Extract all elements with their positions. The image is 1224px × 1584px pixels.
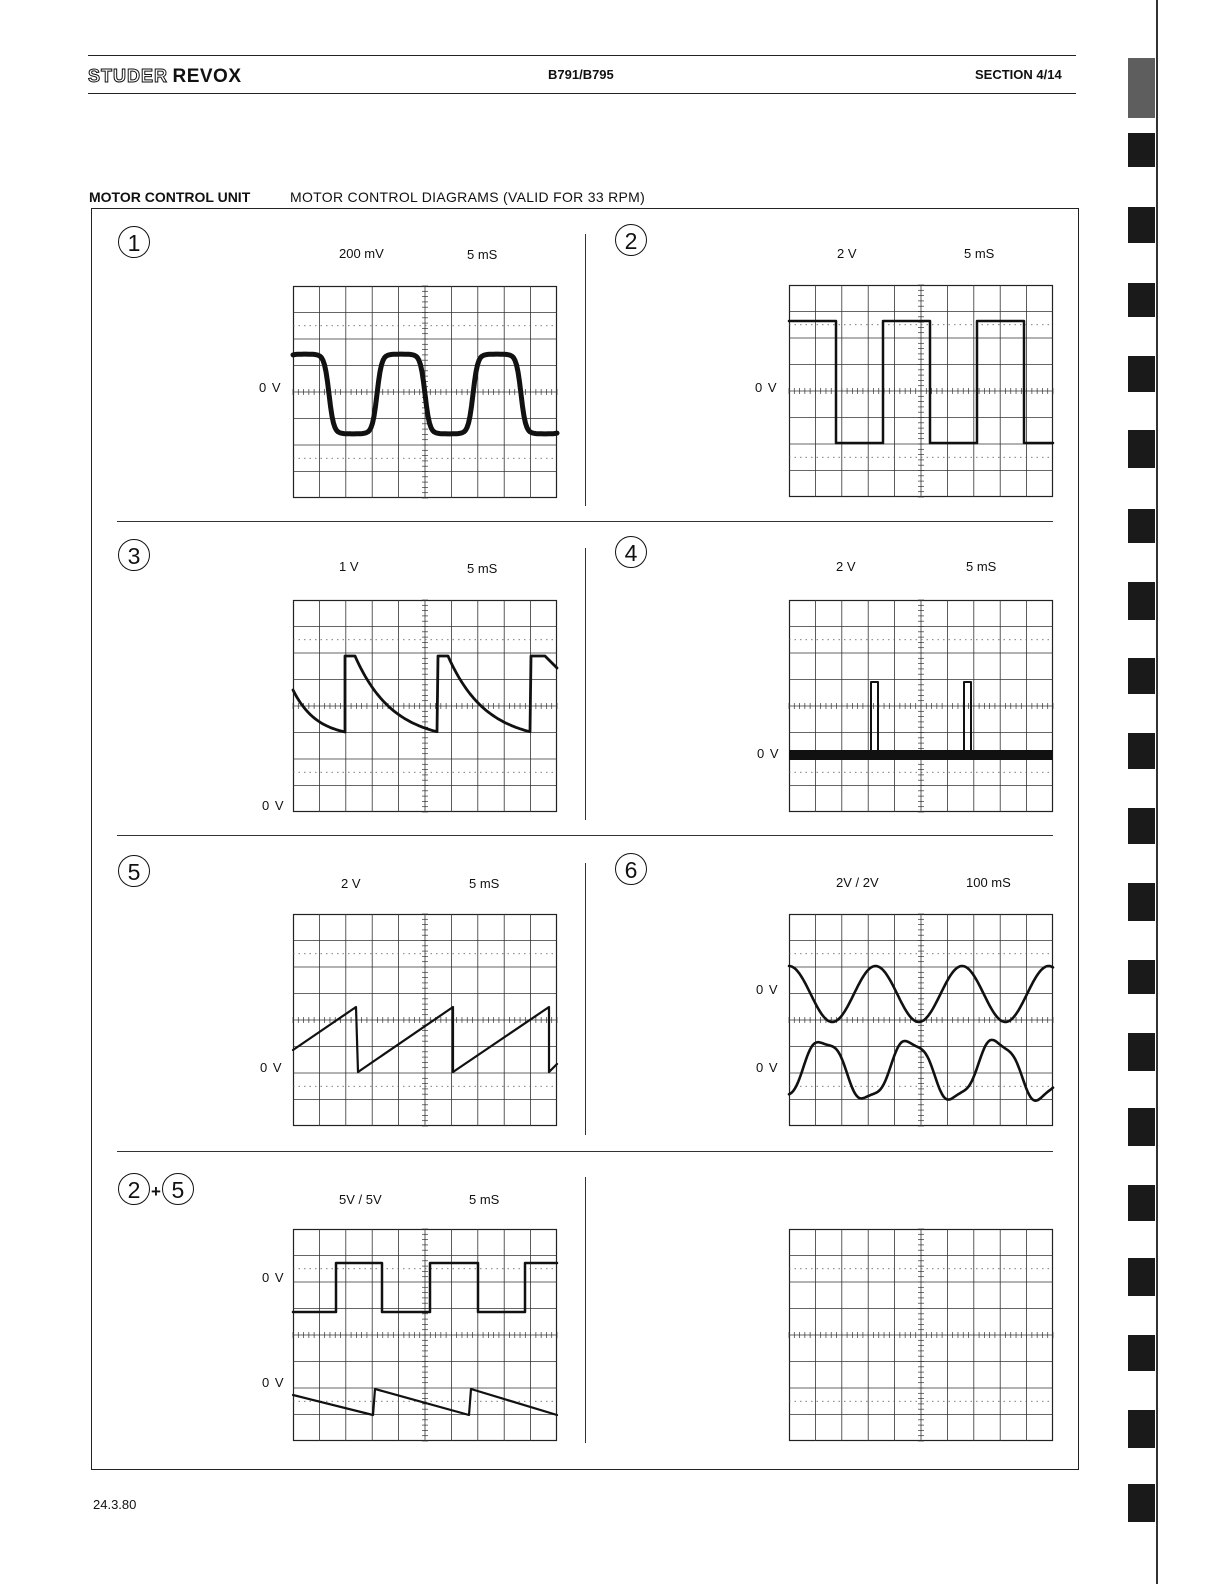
panel-3-oscilloscope: [293, 600, 557, 812]
panel-6-oscilloscope: [789, 914, 1053, 1126]
brand-logo: [88, 66, 242, 88]
binding-mark: [1128, 658, 1155, 694]
brand-revox: REVOX: [172, 66, 242, 87]
column-separator: [585, 1177, 586, 1443]
binding-mark: [1128, 509, 1155, 543]
panel-2-time: 5 mS: [964, 246, 995, 261]
binding-mark: [1128, 58, 1155, 118]
panel-2plus5-oscilloscope: [293, 1229, 557, 1441]
section-title: MOTOR CONTROL UNIT: [89, 189, 251, 205]
binding-mark: [1128, 733, 1155, 769]
panel-6-badge: 6: [615, 853, 647, 885]
panel-2-zero-label: 0 V: [755, 380, 778, 395]
panel-5-zero-label: 0 V: [260, 1060, 283, 1075]
panel-3-badge: 3: [118, 539, 150, 571]
panel-4-time: 5 mS: [966, 559, 997, 574]
binding-mark: [1128, 283, 1155, 317]
binding-mark: [1128, 1033, 1155, 1071]
scope-graticule: [789, 1229, 1053, 1441]
column-separator: [585, 863, 586, 1135]
row-separator: [117, 835, 1053, 836]
scope-graticule: [293, 600, 557, 812]
panel-4-oscilloscope: [789, 600, 1053, 812]
column-separator: [585, 548, 586, 820]
panel-1-oscilloscope: [293, 286, 557, 498]
binding-mark: [1128, 1185, 1155, 1221]
panel-5-volts: 2 V: [341, 876, 361, 891]
header-rule-top: [88, 55, 1076, 56]
section-subtitle: MOTOR CONTROL DIAGRAMS (VALID FOR 33 RPM): [290, 189, 646, 205]
panel-1-time: 5 mS: [467, 247, 498, 262]
binding-mark: [1128, 1258, 1155, 1296]
binding-mark: [1128, 960, 1155, 994]
panel-5-oscilloscope: [293, 914, 557, 1126]
binding-mark: [1128, 207, 1155, 243]
blank-oscilloscope-grid: [789, 1229, 1053, 1441]
panel-1-volts: 200 mV: [339, 246, 384, 261]
scope-4-pulse: [964, 682, 971, 755]
binding-mark: [1128, 356, 1155, 392]
panel-3-zero-label: 0 V: [262, 798, 285, 813]
scope-graticule: [789, 600, 1053, 812]
model-number: B791/B795: [548, 67, 614, 82]
scope-4-noise-band: [789, 750, 1053, 760]
panel-6-zero-label-a: 0 V: [756, 982, 779, 997]
binding-mark: [1128, 582, 1155, 620]
scope-graticule: [789, 285, 1053, 497]
binding-mark: [1128, 883, 1155, 921]
panel-5-badge: 5: [118, 855, 150, 887]
scope-4-pulse: [871, 682, 878, 755]
panel-4-zero-label: 0 V: [757, 746, 780, 761]
binding-mark: [1128, 1108, 1155, 1146]
panel-1-badge: 1: [118, 226, 150, 258]
panel-2plus5-zero-label-a: 0 V: [262, 1270, 285, 1285]
header-rule-bottom: [88, 93, 1076, 94]
binding-mark: [1128, 1410, 1155, 1448]
panel-6-volts: 2V / 2V: [836, 875, 879, 890]
binding-mark: [1128, 1335, 1155, 1371]
panel-4-badge: 4: [615, 536, 647, 568]
plus-sign: +: [151, 1181, 161, 1201]
brand-studer: STUDER: [88, 66, 169, 86]
panel-2plus5-badge: [118, 1173, 194, 1205]
badge-2: 2: [118, 1173, 150, 1205]
section-number: SECTION 4/14: [975, 67, 1062, 82]
scope-graticule: [293, 1229, 557, 1441]
footer-date: 24.3.80: [93, 1497, 137, 1512]
binding-edge-line: [1156, 0, 1158, 1584]
panel-2-oscilloscope: [789, 285, 1053, 497]
binding-mark: [1128, 133, 1155, 167]
binding-mark: [1128, 1484, 1155, 1522]
scope-graticule: [293, 914, 557, 1126]
panel-3-volts: 1 V: [339, 559, 359, 574]
panel-2plus5-zero-label-b: 0 V: [262, 1375, 285, 1390]
row-separator: [117, 1151, 1053, 1152]
column-separator: [585, 234, 586, 506]
panel-4-volts: 2 V: [836, 559, 856, 574]
panel-6-time: 100 mS: [966, 875, 1011, 890]
panel-2-badge: 2: [615, 224, 647, 256]
panel-1-zero-label: 0 V: [259, 380, 282, 395]
panel-2-volts: 2 V: [837, 246, 857, 261]
row-separator: [117, 521, 1053, 522]
panel-2plus5-volts: 5V / 5V: [339, 1192, 382, 1207]
panel-2plus5-time: 5 mS: [469, 1192, 500, 1207]
panel-5-time: 5 mS: [469, 876, 500, 891]
panel-3-time: 5 mS: [467, 561, 498, 576]
binding-mark: [1128, 430, 1155, 468]
binding-mark: [1128, 808, 1155, 844]
panel-6-zero-label-b: 0 V: [756, 1060, 779, 1075]
badge-5: 5: [162, 1173, 194, 1205]
